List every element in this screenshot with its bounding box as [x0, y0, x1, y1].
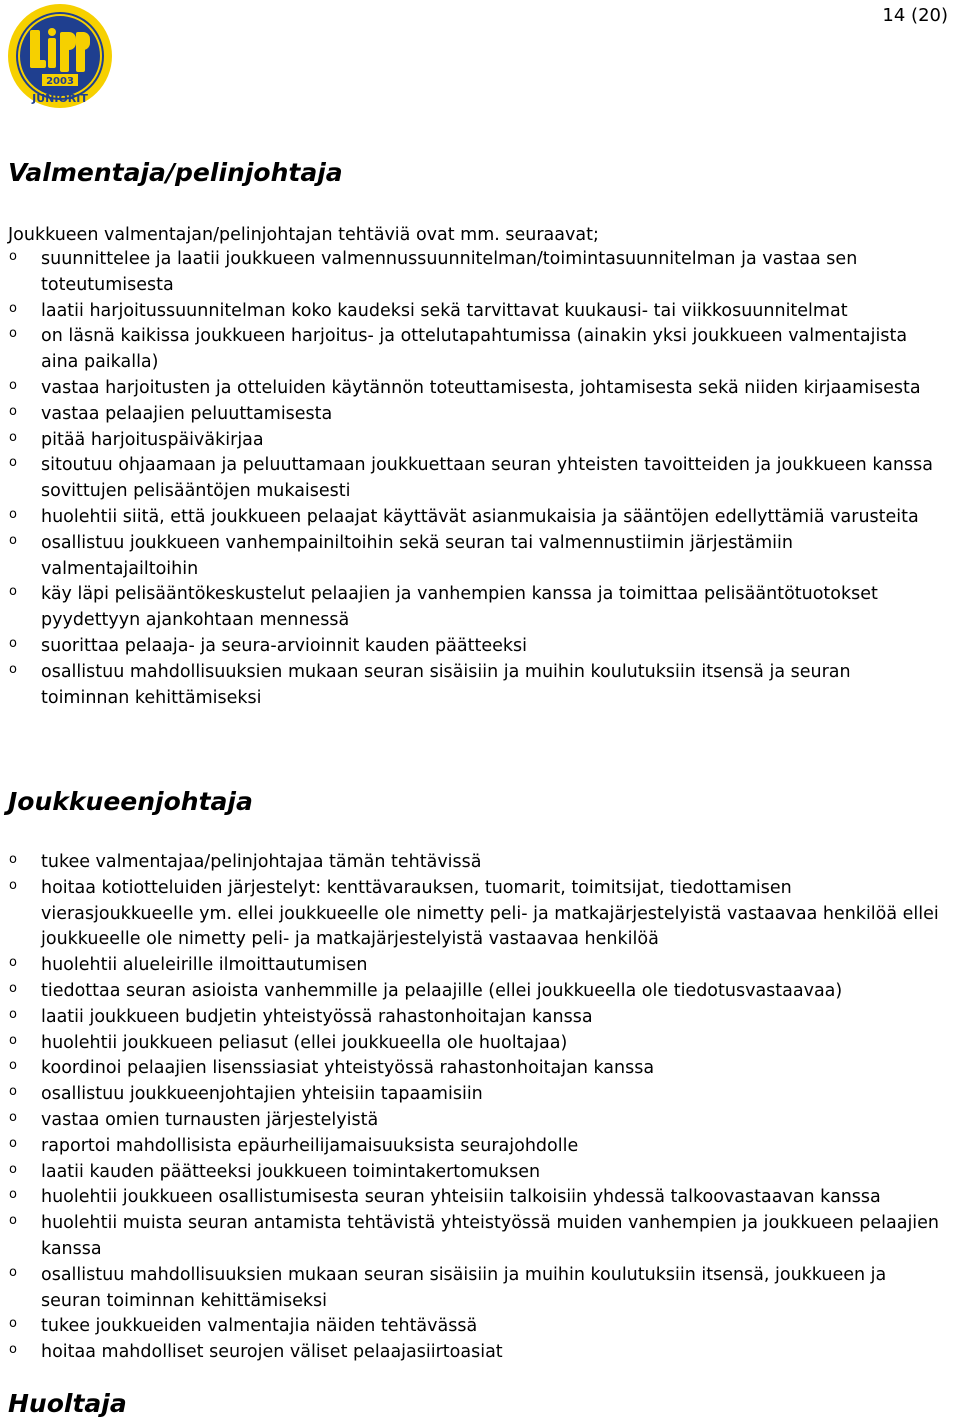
section-title-joukkueenjohtaja: Joukkueenjohtaja [8, 787, 253, 816]
list-item [0, 953, 940, 979]
bullet-icon: o [9, 377, 17, 393]
logo-subtitle: JUNIORIT [32, 92, 88, 105]
bullet-icon: o [9, 1006, 17, 1022]
bullet-icon: o [9, 635, 17, 651]
list-item [0, 453, 940, 505]
list-item-text: osallistuu joukkueen vanhempainiltoihin sekä seuran tai valmennustiimin järjestämiin valmentajailtoihin [41, 532, 793, 579]
list-item [0, 1314, 940, 1340]
list-item-text: huolehtii alueleirille ilmoittautumisen [41, 955, 368, 976]
list-item-text: vastaa omien turnausten järjestelyistä [41, 1109, 379, 1130]
list-item-text: osallistuu mahdollisuuksien mukaan seuran sisäisiin ja muihin koulutuksiin itsensä, joukkueen ja seuran toiminnan kehittämiseksi [41, 1264, 887, 1311]
bullet-icon: o [9, 326, 17, 342]
list-item [0, 1134, 940, 1160]
bullet-icon: o [9, 1187, 17, 1203]
list-item [0, 1263, 940, 1315]
list-item-text: raportoi mahdollisista epäurheilijamaisuuksista seurajohdolle [41, 1135, 579, 1156]
list-item [0, 876, 940, 953]
bullet-icon: o [9, 1135, 17, 1151]
list-item-text: laatii kauden päätteeksi joukkueen toimintakertomuksen [41, 1161, 541, 1182]
list-item [0, 1005, 940, 1031]
joukkueenjohtaja-task-list [0, 850, 940, 1366]
bullet-icon: o [9, 300, 17, 316]
list-item [0, 582, 940, 634]
list-item-text: käy läpi pelisääntökeskustelut pelaajien ja vanhempien kanssa ja toimittaa pelisääntötuotokset pyydettyyn ajankohtaan mennessä [41, 584, 878, 631]
list-item [0, 247, 940, 299]
list-item-text: tiedottaa seuran asioista vanhemmille ja pelaajille (ellei joukkueella ole tiedotusvastaavaa) [41, 980, 843, 1001]
list-item [0, 1160, 940, 1186]
section-intro: Joukkueen valmentajan/pelinjohtajan tehtäviä ovat mm. seuraavat; [8, 225, 599, 245]
bullet-icon: o [9, 980, 17, 996]
list-item [0, 531, 940, 583]
list-item [0, 1108, 940, 1134]
list-item [0, 505, 940, 531]
bullet-icon: o [9, 1084, 17, 1100]
list-item [0, 299, 940, 325]
valmentaja-task-list [0, 247, 940, 711]
bullet-icon: o [9, 1213, 17, 1229]
bullet-icon: o [9, 1058, 17, 1074]
page-number: 14 (20) [882, 5, 948, 26]
list-item-text: koordinoi pelaajien lisenssiasiat yhteistyössä rahastonhoitajan kanssa [41, 1058, 655, 1079]
list-item [0, 660, 940, 712]
bullet-icon: o [9, 955, 17, 971]
list-item [0, 979, 940, 1005]
bullet-icon: o [9, 1109, 17, 1125]
list-item-text: pitää harjoituspäiväkirjaa [41, 429, 264, 450]
list-item-text: suorittaa pelaaja- ja seura-arvioinnit kauden päätteeksi [41, 635, 527, 656]
list-item [0, 850, 940, 876]
section-title-valmentaja: Valmentaja/pelinjohtaja [8, 158, 343, 187]
list-item [0, 1056, 940, 1082]
list-item-text: suunnittelee ja laatii joukkueen valmennussuunnitelman/toimintasuunnitelman ja vastaa sen toteutumisesta [41, 249, 858, 295]
list-item [0, 402, 940, 428]
bullet-icon: o [9, 455, 17, 471]
bullet-icon: o [9, 661, 17, 677]
bullet-icon: o [9, 877, 17, 893]
bullet-icon: o [9, 506, 17, 522]
bullet-icon: o [9, 1161, 17, 1177]
list-item-text: huolehtii siitä, että joukkueen pelaajat käyttävät asianmukaisia ja sääntöjen edellyttämiä varusteita [41, 506, 919, 527]
list-item-text: vastaa harjoitusten ja otteluiden käytännön toteuttamisesta, johtamisesta sekä niiden kirjaamisesta [41, 377, 921, 398]
bullet-icon: o [9, 429, 17, 445]
list-item-text: tukee valmentajaa/pelinjohtajaa tämän tehtävissä [41, 852, 482, 872]
list-item-text: huolehtii joukkueen osallistumisesta seuran yhteisiin talkoisiin yhdessä talkoovastaavan kanssa [41, 1187, 881, 1208]
club-logo [6, 2, 114, 110]
list-item-text: osallistuu joukkueenjohtajien yhteisiin tapaamisiin [41, 1084, 483, 1105]
list-item-text: on läsnä kaikissa joukkueen harjoitus- ja ottelutapahtumissa (ainakin yksi joukkueen valmentajista aina paikalla) [41, 326, 908, 373]
logo-year: 2003 [46, 76, 74, 87]
bullet-icon: o [9, 852, 17, 867]
bullet-icon: o [9, 1316, 17, 1332]
bullet-icon: o [9, 1032, 17, 1048]
list-item-text: sitoutuu ohjaamaan ja peluuttamaan joukkuettaan seuran yhteisten tavoitteiden ja joukkueen kanssa sovittujen pelisääntöjen mukaisesti [41, 455, 933, 502]
list-item [0, 1031, 940, 1057]
list-item-text: hoitaa mahdolliset seurojen väliset pelaajasiirtoasiat [41, 1342, 503, 1363]
list-item [0, 1340, 940, 1366]
section-title-huoltaja: Huoltaja [8, 1389, 127, 1418]
list-item-text: huolehtii muista seuran antamista tehtävistä yhteistyössä muiden vanhempien ja joukkueen pelaajien kanssa [41, 1213, 940, 1259]
list-item-text: laatii harjoitussuunnitelman koko kaudeksi sekä tarvittavat kuukausi- tai viikkosuunnitelmat [41, 300, 848, 321]
list-item [0, 1185, 940, 1211]
bullet-icon: o [9, 403, 17, 419]
bullet-icon: o [9, 584, 17, 600]
list-item [0, 1082, 940, 1108]
list-item-text: tukee joukkueiden valmentajia näiden tehtävässä [41, 1316, 478, 1337]
list-item-text: laatii joukkueen budjetin yhteistyössä rahastonhoitajan kanssa [41, 1006, 593, 1027]
list-item-text: huolehtii joukkueen peliasut (ellei joukkueella ole huoltajaa) [41, 1032, 568, 1053]
list-item-text: osallistuu mahdollisuuksien mukaan seuran sisäisiin ja muihin koulutuksiin itsensä ja seuran toiminnan kehittämiseksi [41, 661, 851, 708]
list-item [0, 376, 940, 402]
bullet-icon: o [9, 249, 17, 264]
list-item-text: vastaa pelaajien peluuttamisesta [41, 403, 333, 424]
bullet-icon: o [9, 532, 17, 548]
list-item [0, 428, 940, 454]
list-item [0, 1211, 940, 1263]
bullet-icon: o [9, 1264, 17, 1280]
list-item [0, 634, 940, 660]
list-item [0, 324, 940, 376]
bullet-icon: o [9, 1342, 17, 1358]
list-item-text: hoitaa kotiotteluiden järjestelyt: kenttävarauksen, tuomarit, toimitsijat, tiedottamisen vierasjoukkueelle ym. ellei joukkueelle ole nimetty peli- ja matkajärjestelyistä vastaavaa henkilöä ellei joukkueelle ole nimetty peli- ja matkajärjestelyistä vastaavaa henkilöä [41, 877, 939, 950]
